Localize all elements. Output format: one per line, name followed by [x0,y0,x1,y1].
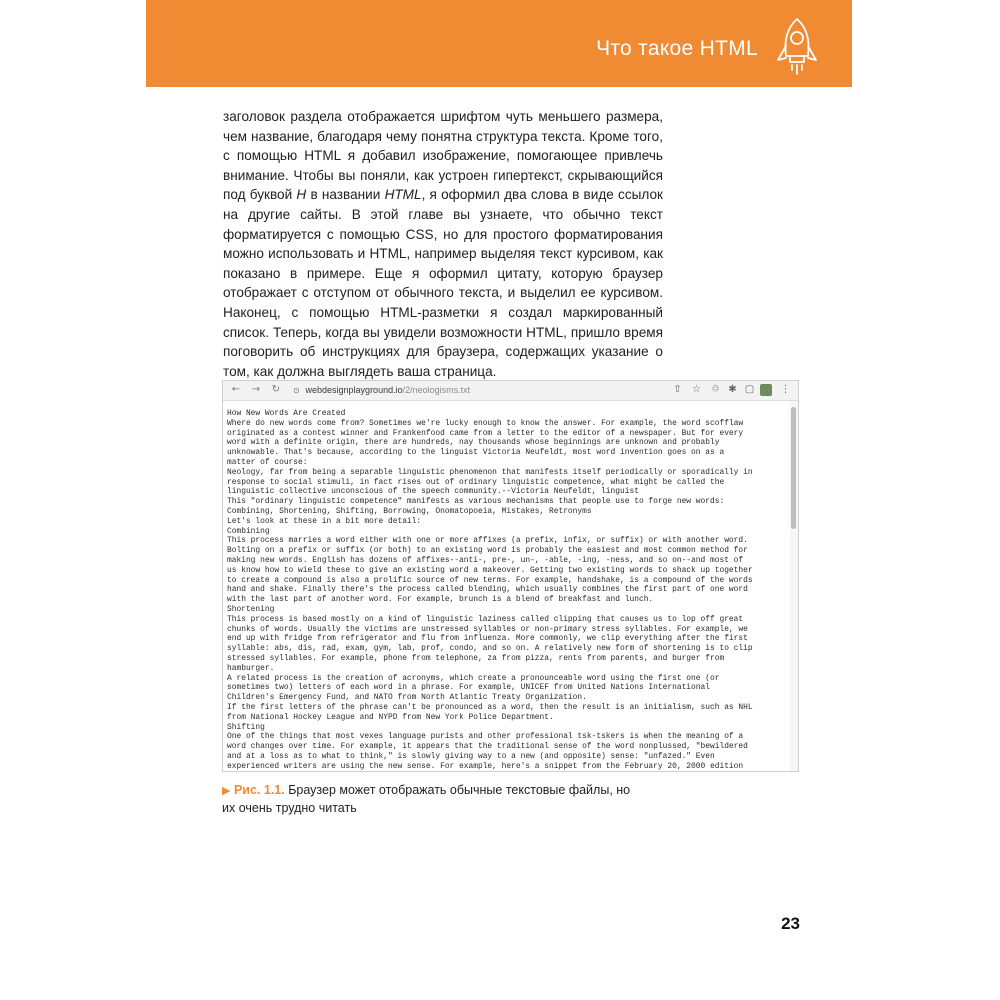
paragraph-text: , я оформил два слова в виде ссылок на другие сайты. В этой главе вы узнаете, что обычно текст форматируется с помощью CSS, но для простого форматирования можно использовать и HTML, например выделяя текст курсивом, как показано в примере. Еще я оформил цитату, которую браузер отображает с отступом от обычного текста, и выделил ее курсивом. Наконец, с помощью HTML-разметки я создал маркированный список. Теперь, когда вы увидели возможности HTML, пришло время поговорить об инструкциях для браузера, содержащих указание о том, как должна выглядеть ваша страница. [223,187,663,379]
menu-icon[interactable]: ⋮ [780,384,791,395]
body-paragraph [223,107,663,381]
figure-label: Рис. 1.1. [233,783,285,797]
address-bar[interactable] [293,383,713,397]
page-number: 23 [781,914,800,933]
paragraph-text: заголовок раздела отображается шрифтом чуть меньшего размера, чем название, благодаря чему понятна структура текста. Кроме того, с помощью HTML я добавил изображение, помогающее привлечь внимание. Чтобы вы поняли, как устроен гипертекст, скрывающийся под буквой [223,109,663,203]
rocket-icon [772,16,822,78]
arrow-left-icon[interactable]: ← [231,384,241,395]
lock-icon: ⊙ [293,386,300,395]
chapter-title: Что такое HTML [596,37,758,60]
share-icon[interactable]: ⇧ [673,384,682,395]
url-path: /2/neologisms.txt [402,385,471,395]
italic-letter-h: H [296,187,307,203]
italic-html: HTML [384,187,422,203]
caption-text: Браузер может отображать обычные текстовые файлы, но их очень трудно читать [222,783,631,815]
caption-arrow-icon: ▶ [222,784,231,797]
figure-caption [222,782,642,817]
scrollbar-thumb[interactable] [791,407,796,529]
sidebar-icon[interactable]: ▢ [744,384,755,395]
reload-icon[interactable]: ↻ [271,384,281,395]
star-icon[interactable]: ☆ [692,384,701,395]
plain-text-content: How New Words Are Created Where do new words come from? Sometimes we're lucky enough to know the answer. For example, the word scofflaw originated as a contest winner and Frankenfood came from a letter to the editor of a newspaper. But for every word with a definite origin, there are hundreds, nay thousands whose beginnings are unknown and probably unknowable. That's because, according to the linguist Victoria Neufeldt, most word invention goes on as a matter of course: Neology, far from being a separable linguistic phenomenon that manifests itself periodically or sporadically in response to social stimuli, in fact rises out of ordinary linguistic competence, what might be called the linguistic collective unconscious of the speech community.--Victoria Neufeldt, linguist This "ordinary linguistic competence" manifests as various mechanisms that people use to forge new words: Combining, Shortening, Shifting, Borrowing, Onomatopoeia, Mistakes, Retronyms Let's look at these in a bit more detail: Combining This process marries a word either with one or more affixes (a prefix, infix, or suffix) or with another word. Bolting on a prefix or suffix (or both) to an existing word is probably the easiest and most common method for making new words. English has dozens of affixes--anti-, pre-, un-, -able, -ing, -ness, and so on--and most of us know how to wield these to give an existing word a makeover. Getting two existing words to shack up together to create a compound is also a prolific source of new terms. For example, handshake, is a compound of the words hand and shake. Finally there's the process called blending, which usually combines the first part of one word with the last part of another word. For example, brunch is a blend of breakfast and lunch. Shortening This process is based mostly on a kind of linguistic laziness called clipping that causes us to lop off great chunks of words. Usually the victims are unstressed syllables or non-primary stress syllables. For example, we end up with fridge from refrigerator and flu from influenza. More commonly, we clip everything after the first syllable: abs, dis, rad, exam, gym, lab, prof, condo, and so on. A relatively new form of shortening is to clip stressed syllables. For example, phone from telephone, za from pizza, rents from parents, and burger from hamburger. A related process is the creation of acronyms, which create a pronounceable word using the first one (or sometimes two) letters of each word in a phrase. For example, UNICEF from United Nations International Children's Emergency Fund, and NATO from North Atlantic Treaty Organization. If the first letters of the phrase can't be pronounced as a word, then the result is an initialism, such as NHL from National Hockey League and NYPD from New York Police Department. Shifting One of the things that most vexes language purists and other professional tsk-tskers is when the meaning of a word changes over time. For example, it appears that the traditional sense of the word nonplussed, "bewildered and at a loss as to what to think," is slowly giving way to a new (and opposite) sense: "unfazed." Even experienced writers are using the new sense. For example, here's a snippet from the February 20, 2000 edition [227,409,753,771]
url-domain: webdesignplayground.io [305,385,403,395]
scrollbar[interactable] [790,401,798,771]
avatar-icon[interactable] [760,384,772,396]
paragraph-text: в названии [306,187,385,203]
arrow-right-icon[interactable]: → [251,384,261,395]
chapter-header-band [146,0,852,87]
extension-icon[interactable]: ♲ [711,384,720,395]
browser-toolbar [223,381,798,401]
browser-screenshot [222,380,799,772]
puzzle-icon[interactable]: ✱ [728,384,737,395]
